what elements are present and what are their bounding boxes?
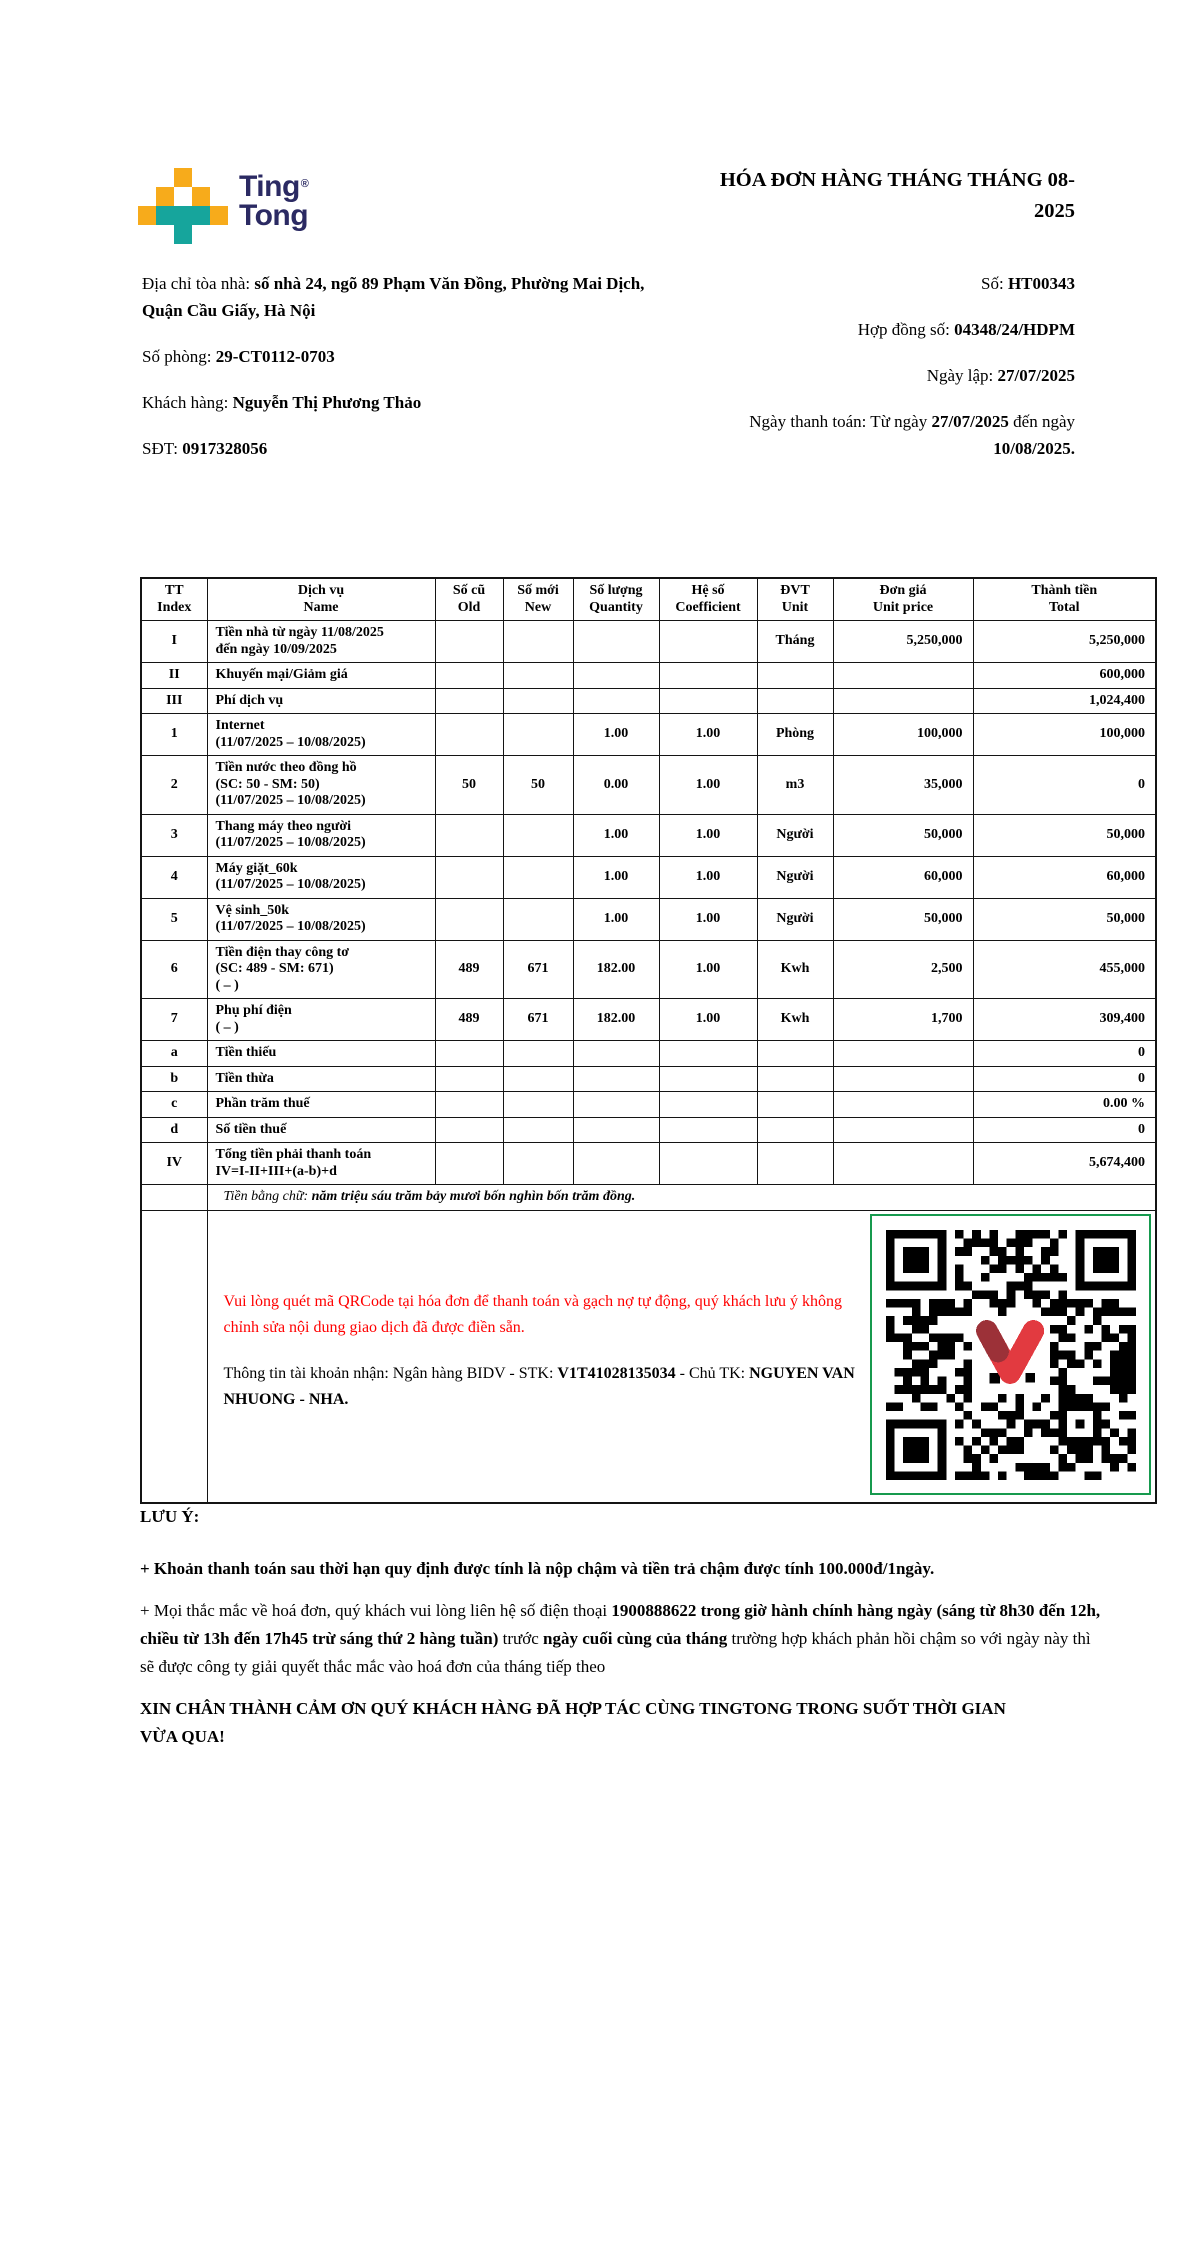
payment-instructions bbox=[224, 1289, 856, 1413]
info-section bbox=[142, 270, 1075, 481]
invoice-row bbox=[141, 621, 1156, 663]
amount-in-words: Tiền bằng chữ: năm triệu sáu trăm bảy mươi bốn nghìn bốn trăm đồng. bbox=[207, 1185, 1156, 1211]
invoice-row bbox=[141, 688, 1156, 714]
cell-old bbox=[435, 856, 503, 898]
cell-name: Vệ sinh_50k (11/07/2025 – 10/08/2025) bbox=[207, 898, 435, 940]
logo-pixel bbox=[192, 187, 210, 206]
cell-index: 3 bbox=[141, 814, 207, 856]
cell-name: Số tiền thuế bbox=[207, 1117, 435, 1143]
cell-new bbox=[503, 1066, 573, 1092]
cell-total: 0 bbox=[973, 1041, 1156, 1067]
cell-index: 6 bbox=[141, 940, 207, 999]
cell-qty: 0.00 bbox=[573, 756, 659, 815]
cell-index bbox=[141, 1185, 207, 1211]
cell-new bbox=[503, 621, 573, 663]
cell-index: c bbox=[141, 1092, 207, 1118]
invoice-row bbox=[141, 756, 1156, 815]
cell-new bbox=[503, 1041, 573, 1067]
cell-unit bbox=[757, 663, 833, 689]
cell-qty bbox=[573, 1092, 659, 1118]
cell-old bbox=[435, 1066, 503, 1092]
cell-qty: 1.00 bbox=[573, 714, 659, 756]
invoice-row bbox=[141, 1092, 1156, 1118]
cell-name: Tiền nước theo đồng hồ (SC: 50 - SM: 50) (11/07/2025 – 10/08/2025) bbox=[207, 756, 435, 815]
cell-price bbox=[833, 1117, 973, 1143]
cell-total: 309,400 bbox=[973, 999, 1156, 1041]
invoice-row bbox=[141, 1041, 1156, 1067]
cell-qty: 1.00 bbox=[573, 856, 659, 898]
cell-total: 50,000 bbox=[973, 814, 1156, 856]
cell-old: 489 bbox=[435, 940, 503, 999]
cell-price: 1,700 bbox=[833, 999, 973, 1041]
cell-new bbox=[503, 714, 573, 756]
cell-name: Tiền thừa bbox=[207, 1066, 435, 1092]
column-header: Thành tiền Total bbox=[973, 578, 1156, 621]
cell-coef: 1.00 bbox=[659, 856, 757, 898]
cell-coef: 1.00 bbox=[659, 999, 757, 1041]
cell-old bbox=[435, 1041, 503, 1067]
cell-new: 50 bbox=[503, 756, 573, 815]
cell-total: 1,024,400 bbox=[973, 688, 1156, 714]
cell-total: 0.00 % bbox=[973, 1092, 1156, 1118]
cell-index: 7 bbox=[141, 999, 207, 1041]
cell-total: 0 bbox=[973, 756, 1156, 815]
customer-name: Khách hàng: Nguyễn Thị Phương Thảo bbox=[142, 393, 422, 412]
cell-name: Phụ phí điện ( – ) bbox=[207, 999, 435, 1041]
invoice-title bbox=[643, 165, 1075, 227]
cell-old bbox=[435, 814, 503, 856]
cell-new bbox=[503, 1092, 573, 1118]
building-address: Địa chỉ tòa nhà: số nhà 24, ngõ 89 Phạm Văn Đồng, Phường Mai Dịch, Quận Cầu Giấy, Hà Nội bbox=[142, 274, 645, 320]
invoice-meta bbox=[665, 270, 1075, 481]
cell-coef bbox=[659, 663, 757, 689]
cell-new bbox=[503, 814, 573, 856]
payment-period: Ngày thanh toán: Từ ngày 27/07/2025 đến ngày 10/08/2025. bbox=[749, 412, 1075, 458]
cell-name: Tiền điện thay công tơ (SC: 489 - SM: 671) ( – ) bbox=[207, 940, 435, 999]
column-header: Dịch vụ Name bbox=[207, 578, 435, 621]
cell-qty bbox=[573, 1066, 659, 1092]
cell-unit: Người bbox=[757, 856, 833, 898]
cell-qty bbox=[573, 663, 659, 689]
invoice-row bbox=[141, 1117, 1156, 1143]
cell-new bbox=[503, 1117, 573, 1143]
hotline-note: + Mọi thắc mắc về hoá đơn, quý khách vui lòng liên hệ số điện thoại 1900888622 trong giờ hành chính hàng ngày (sáng từ 8h30 đến 12h, chiều từ 13h đến 17h45 trừ sáng thứ 2 hàng tuần) trước ngày cuối cùng của tháng trường hợp khách phản hồi chậm so với ngày này thì sẽ được công ty giải quyết thắc mắc vào hoá đơn của tháng tiếp theo bbox=[140, 1601, 1101, 1676]
cell-qty bbox=[573, 1117, 659, 1143]
cell-total: 455,000 bbox=[973, 940, 1156, 999]
company-logo bbox=[138, 168, 308, 244]
cell-price bbox=[833, 1041, 973, 1067]
cell-unit bbox=[757, 688, 833, 714]
cell-index: 1 bbox=[141, 714, 207, 756]
cell-qty: 1.00 bbox=[573, 814, 659, 856]
cell-price: 60,000 bbox=[833, 856, 973, 898]
cell-coef bbox=[659, 688, 757, 714]
cell-qty: 182.00 bbox=[573, 999, 659, 1041]
invoice-row bbox=[141, 1066, 1156, 1092]
cell-unit: m3 bbox=[757, 756, 833, 815]
cell-total: 5,674,400 bbox=[973, 1143, 1156, 1185]
invoice-row bbox=[141, 856, 1156, 898]
cell-coef bbox=[659, 1143, 757, 1185]
cell-coef bbox=[659, 1092, 757, 1118]
logo-pixel bbox=[174, 168, 192, 187]
cell-index: II bbox=[141, 663, 207, 689]
column-header: Hệ số Coefficient bbox=[659, 578, 757, 621]
cell-coef: 1.00 bbox=[659, 714, 757, 756]
cell-index: b bbox=[141, 1066, 207, 1092]
cell-old bbox=[435, 1143, 503, 1185]
cell-unit bbox=[757, 1066, 833, 1092]
cell-unit: Tháng bbox=[757, 621, 833, 663]
invoice-row bbox=[141, 1143, 1156, 1185]
cell-unit: Người bbox=[757, 814, 833, 856]
thanks-note: XIN CHÂN THÀNH CẢM ƠN QUÝ KHÁCH HÀNG ĐÃ HỢP TÁC CÙNG TINGTONG TRONG SUỐT THỜI GIAN VỪA QUA! bbox=[140, 1699, 1006, 1746]
cell-old: 489 bbox=[435, 999, 503, 1041]
cell-coef bbox=[659, 1117, 757, 1143]
cell-old bbox=[435, 663, 503, 689]
cell-old bbox=[435, 714, 503, 756]
invoice-row bbox=[141, 663, 1156, 689]
cell-new bbox=[503, 663, 573, 689]
cell-name: Phí dịch vụ bbox=[207, 688, 435, 714]
cell-old: 50 bbox=[435, 756, 503, 815]
cell-price bbox=[833, 1066, 973, 1092]
customer-phone: SĐT: 0917328056 bbox=[142, 439, 268, 458]
cell-unit bbox=[757, 1092, 833, 1118]
cell-qty bbox=[573, 1143, 659, 1185]
cell-name: Khuyến mại/Giảm giá bbox=[207, 663, 435, 689]
cell-unit bbox=[757, 1041, 833, 1067]
qr-instruction-text: Vui lòng quét mã QRCode tại hóa đơn để thanh toán và gạch nợ tự động, quý khách lưu ý không chỉnh sửa nội dung giao dịch đã được điền sẵn. bbox=[223, 1293, 843, 1336]
cell-coef: 1.00 bbox=[659, 814, 757, 856]
cell-coef bbox=[659, 1041, 757, 1067]
cell-old bbox=[435, 1117, 503, 1143]
cell-old bbox=[435, 898, 503, 940]
cell-total: 5,250,000 bbox=[973, 621, 1156, 663]
cell-total: 0 bbox=[973, 1117, 1156, 1143]
cell-unit: Kwh bbox=[757, 940, 833, 999]
cell-index: 4 bbox=[141, 856, 207, 898]
table-body bbox=[141, 621, 1156, 1185]
cell-price: 35,000 bbox=[833, 756, 973, 815]
cell-qty: 182.00 bbox=[573, 940, 659, 999]
payment-row bbox=[141, 1211, 1156, 1503]
cell-price: 100,000 bbox=[833, 714, 973, 756]
cell-qty bbox=[573, 1041, 659, 1067]
cell-price: 50,000 bbox=[833, 814, 973, 856]
cell-name: Tiền thiếu bbox=[207, 1041, 435, 1067]
cell-total: 50,000 bbox=[973, 898, 1156, 940]
invoice-number: Số: HT00343 bbox=[981, 274, 1075, 293]
logo-pixel bbox=[174, 225, 192, 244]
cell-name: Tiền nhà từ ngày 11/08/2025 đến ngày 10/09/2025 bbox=[207, 621, 435, 663]
registered-mark: ® bbox=[300, 178, 309, 190]
column-header: TT Index bbox=[141, 578, 207, 621]
tingtong-logo-icon bbox=[138, 168, 228, 244]
late-payment-note: + Khoản thanh toán sau thời hạn quy định được tính là nộp chậm và tiền trả chậm được tính 100.000đ/1ngày. bbox=[140, 1559, 935, 1578]
invoice-row bbox=[141, 714, 1156, 756]
cell-old bbox=[435, 621, 503, 663]
cell-unit: Kwh bbox=[757, 999, 833, 1041]
cell-index: 2 bbox=[141, 756, 207, 815]
notes-section bbox=[140, 1503, 1105, 1765]
cell-total: 100,000 bbox=[973, 714, 1156, 756]
logo-wordmark: Ting® Tong bbox=[239, 170, 309, 232]
invoice-title-line1: HÓA ĐƠN HÀNG THÁNG THÁNG 08- bbox=[719, 169, 1075, 191]
invoice-row bbox=[141, 898, 1156, 940]
cell-name: Thang máy theo người (11/07/2025 – 10/08/2025) bbox=[207, 814, 435, 856]
cell-index: I bbox=[141, 621, 207, 663]
invoice-row bbox=[141, 999, 1156, 1041]
cell-qty: 1.00 bbox=[573, 898, 659, 940]
column-header: ĐVT Unit bbox=[757, 578, 833, 621]
column-header: Đơn giá Unit price bbox=[833, 578, 973, 621]
cell-coef: 1.00 bbox=[659, 756, 757, 815]
customer-info bbox=[142, 270, 665, 481]
cell-total: 0 bbox=[973, 1066, 1156, 1092]
cell-qty bbox=[573, 621, 659, 663]
table-header-row bbox=[141, 578, 1156, 621]
column-header: Số mới New bbox=[503, 578, 573, 621]
cell-index: d bbox=[141, 1117, 207, 1143]
invoice-row bbox=[141, 940, 1156, 999]
cell-price: 2,500 bbox=[833, 940, 973, 999]
cell-name: Máy giặt_60k (11/07/2025 – 10/08/2025) bbox=[207, 856, 435, 898]
invoice-title-line2: 2025 bbox=[1034, 200, 1075, 222]
cell-qty bbox=[573, 688, 659, 714]
column-header: Số cũ Old bbox=[435, 578, 503, 621]
issue-date: Ngày lập: 27/07/2025 bbox=[926, 366, 1075, 385]
logo-pixel bbox=[156, 206, 210, 225]
invoice-row bbox=[141, 814, 1156, 856]
column-header: Số lượng Quantity bbox=[573, 578, 659, 621]
cell-index: III bbox=[141, 688, 207, 714]
cell-unit: Người bbox=[757, 898, 833, 940]
cell-index: a bbox=[141, 1041, 207, 1067]
cell-name: Tổng tiền phải thanh toán IV=I-II+III+(a-b)+d bbox=[207, 1143, 435, 1185]
cell-index: IV bbox=[141, 1143, 207, 1185]
cell-index: 5 bbox=[141, 898, 207, 940]
qr-pattern bbox=[886, 1230, 1136, 1480]
logo-pixel bbox=[156, 187, 174, 206]
invoice-table bbox=[140, 577, 1157, 1504]
logo-pixel bbox=[210, 206, 228, 225]
cell-new bbox=[503, 898, 573, 940]
cell-price: 5,250,000 bbox=[833, 621, 973, 663]
vietqr-code bbox=[870, 1214, 1151, 1495]
cell-price bbox=[833, 1143, 973, 1185]
cell-unit bbox=[757, 1117, 833, 1143]
cell-price bbox=[833, 663, 973, 689]
cell-index bbox=[141, 1211, 207, 1503]
cell-coef: 1.00 bbox=[659, 898, 757, 940]
cell-unit bbox=[757, 1143, 833, 1185]
cell-new: 671 bbox=[503, 999, 573, 1041]
cell-new bbox=[503, 856, 573, 898]
cell-old bbox=[435, 688, 503, 714]
cell-coef: 1.00 bbox=[659, 940, 757, 999]
cell-new: 671 bbox=[503, 940, 573, 999]
cell-name: Phần trăm thuế bbox=[207, 1092, 435, 1118]
cell-old bbox=[435, 1092, 503, 1118]
cell-new bbox=[503, 688, 573, 714]
logo-pixel bbox=[138, 206, 156, 225]
room-number: Số phòng: 29-CT0112-0703 bbox=[142, 347, 335, 366]
cell-total: 600,000 bbox=[973, 663, 1156, 689]
cell-coef bbox=[659, 1066, 757, 1092]
cell-unit: Phòng bbox=[757, 714, 833, 756]
account-info: Thông tin tài khoản nhận: Ngân hàng BIDV - STK: V1T41028135034 - Chủ TK: NGUYEN VAN NHUONG - NHA. bbox=[223, 1365, 855, 1408]
cell-name: Internet (11/07/2025 – 10/08/2025) bbox=[207, 714, 435, 756]
notes-heading: LƯU Ý: bbox=[140, 1507, 200, 1526]
cell-coef bbox=[659, 621, 757, 663]
cell-price bbox=[833, 1092, 973, 1118]
cell-price bbox=[833, 688, 973, 714]
cell-total: 60,000 bbox=[973, 856, 1156, 898]
amount-in-words-row bbox=[141, 1185, 1156, 1211]
cell-new bbox=[503, 1143, 573, 1185]
contract-number: Hợp đồng số: 04348/24/HDPM bbox=[857, 320, 1075, 339]
payment-cell bbox=[207, 1211, 1156, 1503]
cell-price: 50,000 bbox=[833, 898, 973, 940]
